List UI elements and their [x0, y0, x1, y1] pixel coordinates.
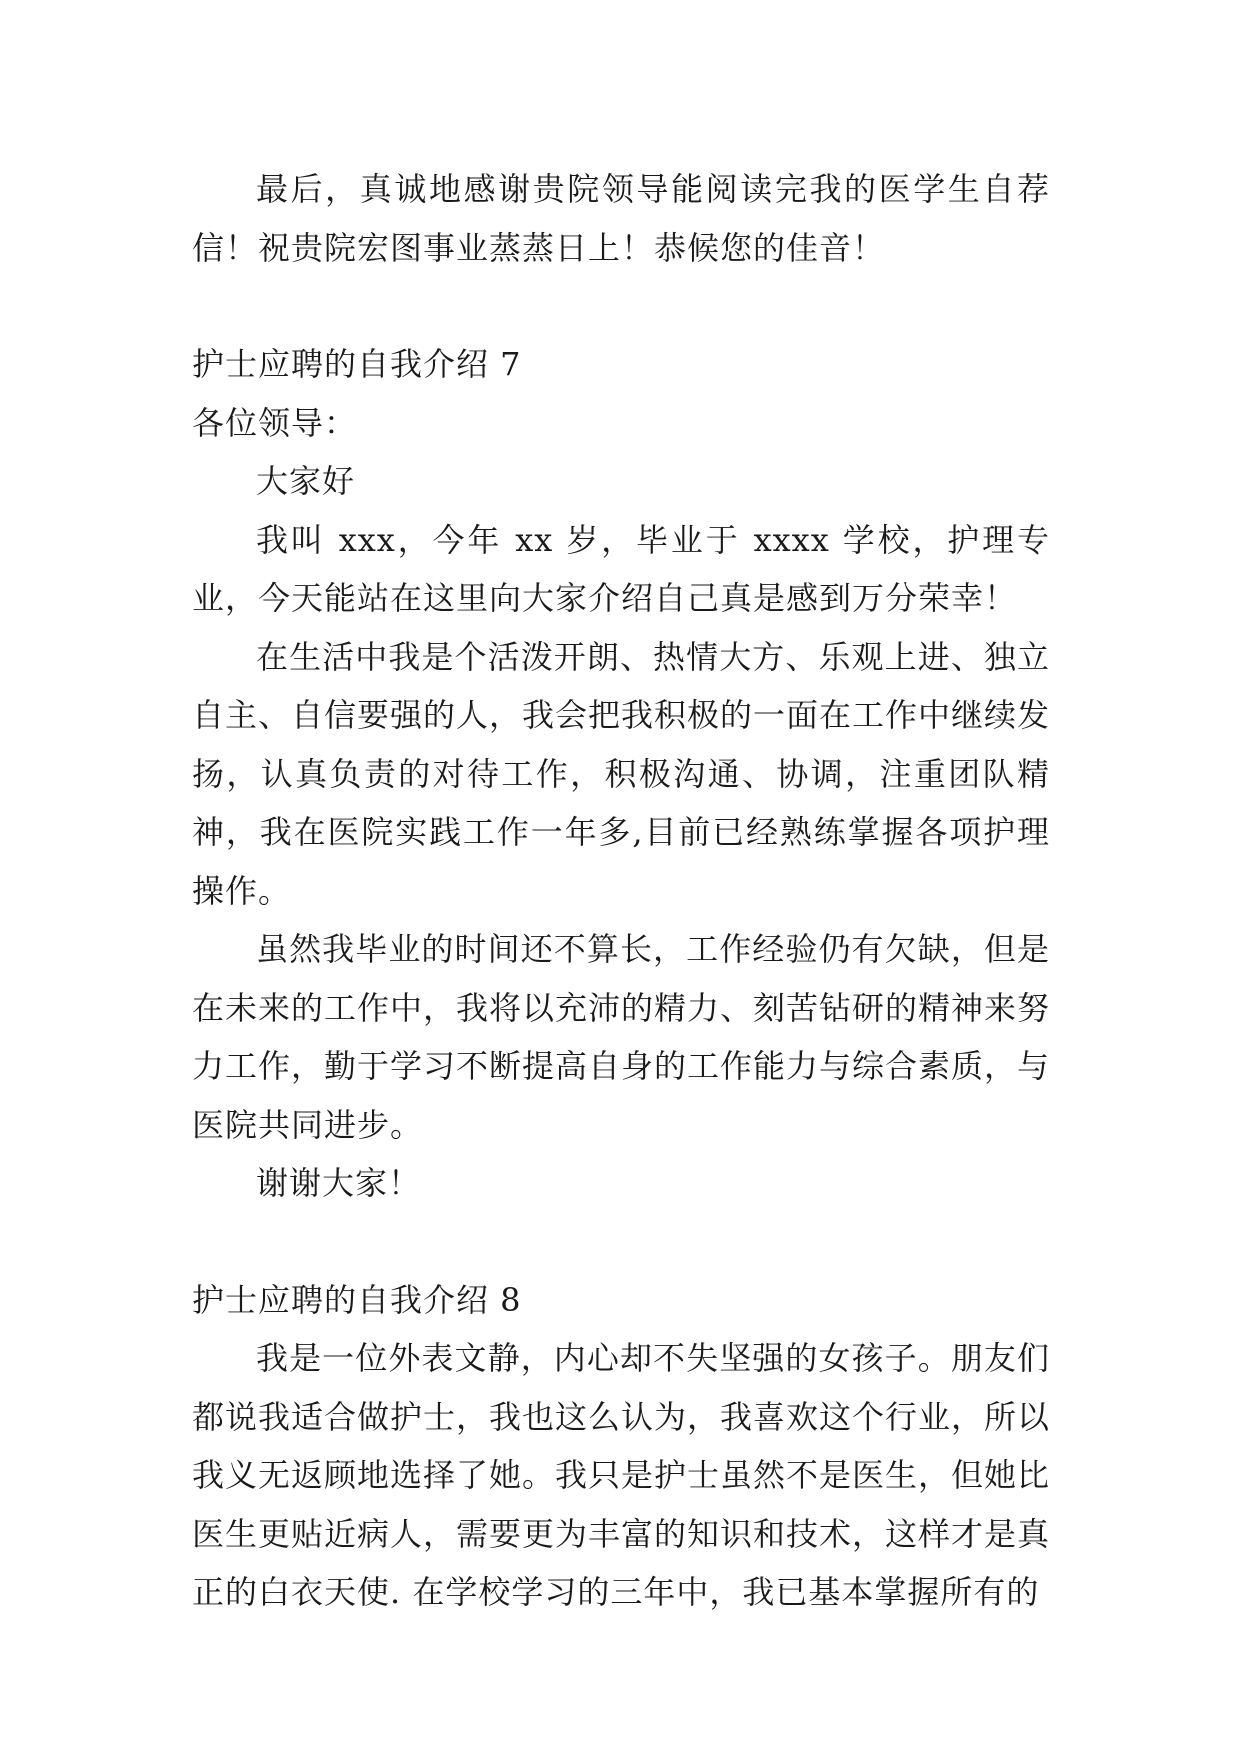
section8-paragraph-1: 我是一位外表文静，内心却不失坚强的女孩子。朋友们都说我适合做护士，我也这么认为，我喜欢这个行业，所以我义无返顾地选择了她。我只是护士虽然不是医生，但她比医生更贴近病人，需要更为丰富的知识和技术，这样才是真正的白衣天使. 在学校学习的三年中，我已基本掌握所有的 [192, 1339, 1051, 1611]
closing-paragraph: 最后，真诚地感谢贵院领导能阅读完我的医学生自荐信！祝贵院宏图事业蒸蒸日上！恭候您的佳音！ [192, 170, 1050, 267]
section7-paragraph-2: 在生活中我是个活泼开朗、热情大方、乐观上进、独立自主、自信要强的人，我会把我积极的一面在工作中继续发扬，认真负责的对待工作，积极沟通、协调，注重团队精神，我在医院实践工作一年多,目前已经熟练掌握各项护理操作。 [192, 637, 1051, 910]
salutation: 各位领导： [192, 403, 358, 442]
thanks-line: 谢谢大家！ [256, 1164, 422, 1202]
section-title-7: 护士应聘的自我介绍 7 [192, 345, 522, 383]
section-title-8: 护士应聘的自我介绍 8 [192, 1280, 522, 1319]
section7-paragraph-1: 我叫 xxx，今年 xx 岁，毕业于 xxxx 学校，护理专业，今天能站在这里向大家介绍自己真是感到万分荣幸！ [192, 520, 1050, 617]
section7-paragraph-3: 虽然我毕业的时间还不算长，工作经验仍有欠缺，但是在未来的工作中，我将以充沛的精力、刻苦钻研的精神来努力工作，勤于学习不断提高自身的工作能力与综合素质，与医院共同进步。 [192, 930, 1051, 1144]
section-spacer [192, 277, 1050, 335]
section-spacer [192, 1213, 1050, 1271]
greeting: 大家好 [256, 462, 356, 500]
document-body [192, 160, 1050, 1622]
